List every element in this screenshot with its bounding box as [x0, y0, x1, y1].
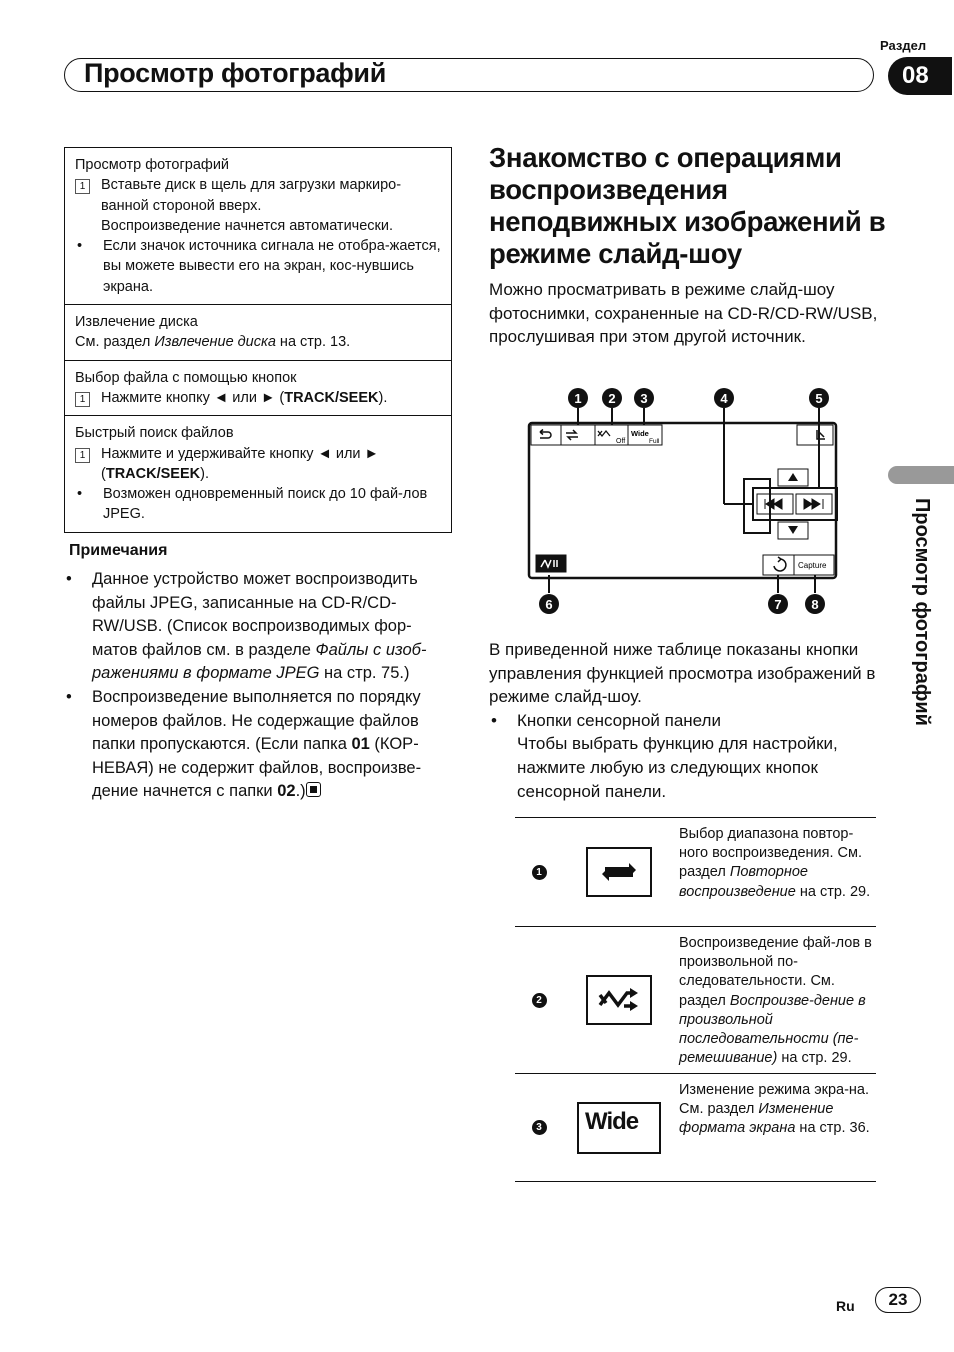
- intro-paragraph: Можно просматривать в режиме слайд-шоу фотоснимки, сохраненные на CD-R/CD-RW/USB, прослушивая при этом другой источник.: [489, 280, 878, 347]
- table-intro-text: В приведенной ниже таблице показаны кнопки управления функцией просмотра изображений в режиме слайд-шоу.: [489, 640, 876, 707]
- step-text: Вставьте диск в щель для загрузки маркиро-ванной стороной вверх.: [101, 177, 402, 214]
- step-row: [75, 444, 441, 485]
- hide-button: [797, 425, 833, 445]
- note-text: Воспроизведение выполняется по порядку номеров файлов. Не содержащие файлов папки пропускаются. (Если папка 01 (КОР-НЕВАЯ) не содержит файлов, воспроизве-дение начнется с папки 02.): [92, 687, 422, 801]
- box-section-title: Выбор файла с помощью кнопок: [75, 369, 297, 386]
- row-number: 2: [532, 993, 547, 1008]
- slideshow-screen-diagram: [520, 380, 850, 620]
- callout-6: 6: [545, 597, 553, 612]
- bullet-row: [75, 484, 441, 525]
- bullet-text: Чтобы выбрать функцию для настройки, нажмите любую из следующих кнопок сенсорной панели.: [517, 734, 838, 801]
- callout-1: 1: [574, 391, 582, 406]
- step-row: [75, 388, 441, 408]
- box-section-title: Извлечение диска: [75, 314, 198, 331]
- wide-icon: Wide: [577, 1102, 661, 1154]
- bullet-title: Кнопки сенсорной панели: [517, 710, 721, 730]
- wide-label: Wide: [631, 429, 649, 438]
- callout-5: 5: [815, 391, 823, 406]
- callout-3: 3: [640, 391, 648, 406]
- side-tab-marker: [888, 466, 954, 484]
- note-text: Данное устройство может воспроизводить файлы JPEG, записанные на CD-R/CD-RW/USB. (Список воспроизводимых фор-матов файлов см. в разделе Файлы с изоб-ражениями в формате JPEG на стр. 75.): [92, 570, 427, 683]
- buttons-table: [515, 817, 876, 1182]
- section-label: Раздел: [880, 38, 927, 53]
- step-number: 1: [75, 448, 90, 463]
- page-number: 23: [875, 1287, 921, 1313]
- bullet-mark: •: [66, 570, 72, 588]
- row-description: Изменение режима экра-на. См. раздел Изменение формата экрана на стр. 36.: [679, 1082, 870, 1137]
- return-button: [531, 425, 561, 445]
- repeat-icon: [586, 847, 652, 897]
- note-item: [64, 568, 454, 686]
- section-number-badge: 08: [888, 57, 952, 95]
- bullet-mark: •: [77, 238, 83, 255]
- language-label: Ru: [836, 1298, 855, 1314]
- box-section-search: [65, 416, 451, 531]
- operations-box: [64, 147, 452, 533]
- bullet-text: Если значок источника сигнала не отобра-жается, вы можете вывести его на экран, кос-нувшись экрана.: [103, 238, 441, 295]
- bullet-mark: •: [77, 486, 83, 503]
- bullet-text: Возможен одновременный поиск до 10 фай-лов JPEG.: [103, 486, 428, 523]
- full-label: Full: [649, 438, 660, 445]
- box-section-title: Просмотр фотографий: [75, 157, 230, 173]
- notes-title: Примечания: [69, 542, 168, 559]
- box-section-eject: [65, 305, 451, 361]
- shuffle-off-label: Off: [616, 438, 626, 445]
- bullet-mark: •: [491, 710, 497, 730]
- callout-2: 2: [608, 391, 616, 406]
- box-section-select: [65, 361, 451, 417]
- shuffle-icon: [586, 975, 652, 1025]
- callout-4: 4: [720, 391, 728, 406]
- bullet-row: [75, 236, 441, 297]
- side-tab-text: Просмотр фотографий: [911, 498, 933, 726]
- table-row: [515, 818, 876, 927]
- row-number: 1: [532, 865, 547, 880]
- capture-label: Capture: [798, 561, 827, 570]
- table-row: [515, 927, 876, 1074]
- page-title: Просмотр фотографий: [84, 58, 387, 88]
- repeat-button: [561, 425, 595, 445]
- reference-text: См. раздел Извлечение диска на стр. 13.: [75, 334, 351, 351]
- table-row: [515, 1074, 876, 1182]
- step-row: [75, 175, 441, 236]
- bullet-row: [489, 709, 881, 803]
- row-number: 3: [532, 1120, 547, 1135]
- section-heading: Знакомство с операциями воспроизведения неподвижных изображений в режиме слайд-шоу: [489, 142, 886, 269]
- step-number: 1: [75, 179, 90, 194]
- note-item: [64, 686, 454, 804]
- table-intro-paragraph: [489, 638, 881, 803]
- play-pause-button: [536, 555, 566, 572]
- step-text-2: Воспроизведение начнется автоматически.: [101, 217, 394, 234]
- box-section-title: Быстрый поиск файлов: [75, 425, 234, 442]
- step-number: 1: [75, 392, 90, 407]
- row-description: Воспроизведение фай-лов в произвольной по-следовательности. См. раздел Воспроизве-дение в произвольной последовательности (пе-ремешивание) на стр. 29.: [679, 935, 872, 1067]
- end-mark-icon: [306, 782, 321, 797]
- bullet-mark: •: [66, 687, 72, 706]
- row-description: Выбор диапазона повтор-ного воспроизведения. См. раздел Повторное воспроизведение на стр. 29.: [679, 826, 871, 900]
- callout-7: 7: [774, 597, 782, 612]
- callout-8: 8: [811, 597, 819, 612]
- step-text: Нажмите кнопку ◄ или ► (TRACK/SEEK).: [101, 389, 388, 406]
- box-section-view: [65, 148, 451, 305]
- notes-list: [64, 568, 454, 804]
- step-text: Нажмите и удерживайте кнопку ◄ или ► (TRACK/SEEK).: [101, 445, 379, 482]
